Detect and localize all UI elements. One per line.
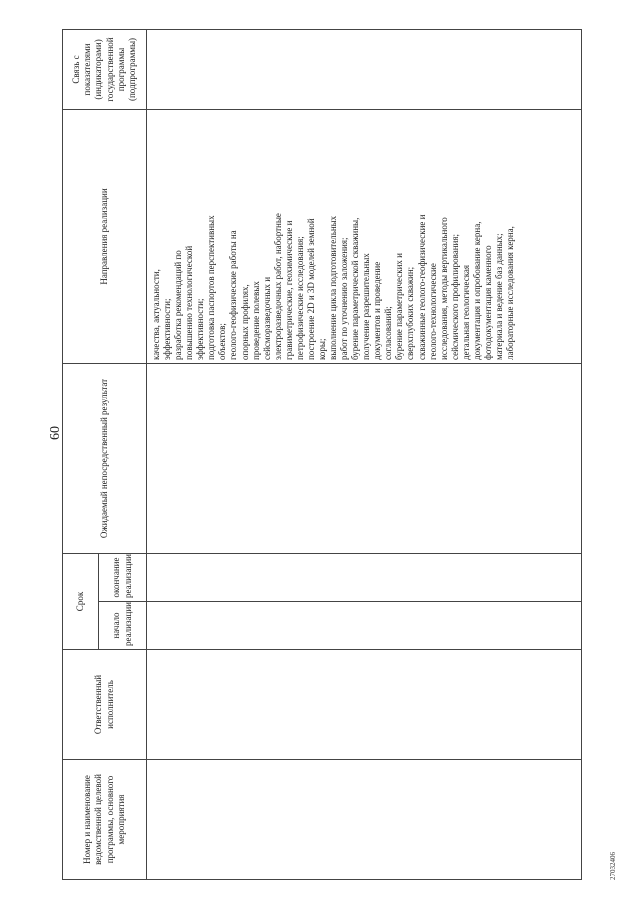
header-directions: Направления реализации [63, 109, 147, 363]
header-link: Связь с показателями (индикаторами) государственной программы (подпрограммы) [63, 29, 147, 109]
header-expected-result: Ожидаемый непосредственный результат [63, 363, 147, 553]
rotated-table-container [62, 30, 582, 880]
header-executor: Ответственный исполнитель [63, 650, 147, 760]
directions-text: качества, актуальности, эффективности; разработка рекомендаций по повышению технологической эффективности; подготовка паспортов перспективных объектов; геолого-геофизические работы на опорных профилях, проведение полевых сейсморазведочных и электроразведочных работ, набортные гравиметрические, геохимические и петрофизические исследования; построение 2D и 3D моделей земной коры; выполнение цикла подготовительных работ по уточнению заложения; бурение параметрической скважины, получение разрешительных документов и проведение согласований; бурение параметрических и сверхглубоких скважин; скважинные геолого-геофизические и геолого-технологические исследования, методы вертикального сейсмического профилирования; детальная геологическая документация и опробование керна, фотодокументация каменного материала и ведение баз данных; лабораторные исследования керна, [151, 213, 515, 360]
cell-number-name [147, 760, 582, 880]
cell-link [147, 29, 582, 109]
cell-term-start [147, 602, 582, 650]
document-id: 27032406 [609, 852, 617, 880]
cell-executor [147, 650, 582, 760]
table-row [147, 29, 582, 879]
page-number: 60 [48, 426, 63, 440]
header-term-end: окончание реализации [99, 553, 147, 601]
cell-directions [147, 109, 582, 363]
cell-expected-result [147, 363, 582, 553]
header-term: Срок [63, 553, 99, 649]
cell-term-end [147, 553, 582, 601]
program-table [62, 29, 582, 880]
header-number-name: Номер и наименование ведомственной целевой программы, основного мероприятия [63, 760, 147, 880]
header-term-start: начало реализации [99, 602, 147, 650]
